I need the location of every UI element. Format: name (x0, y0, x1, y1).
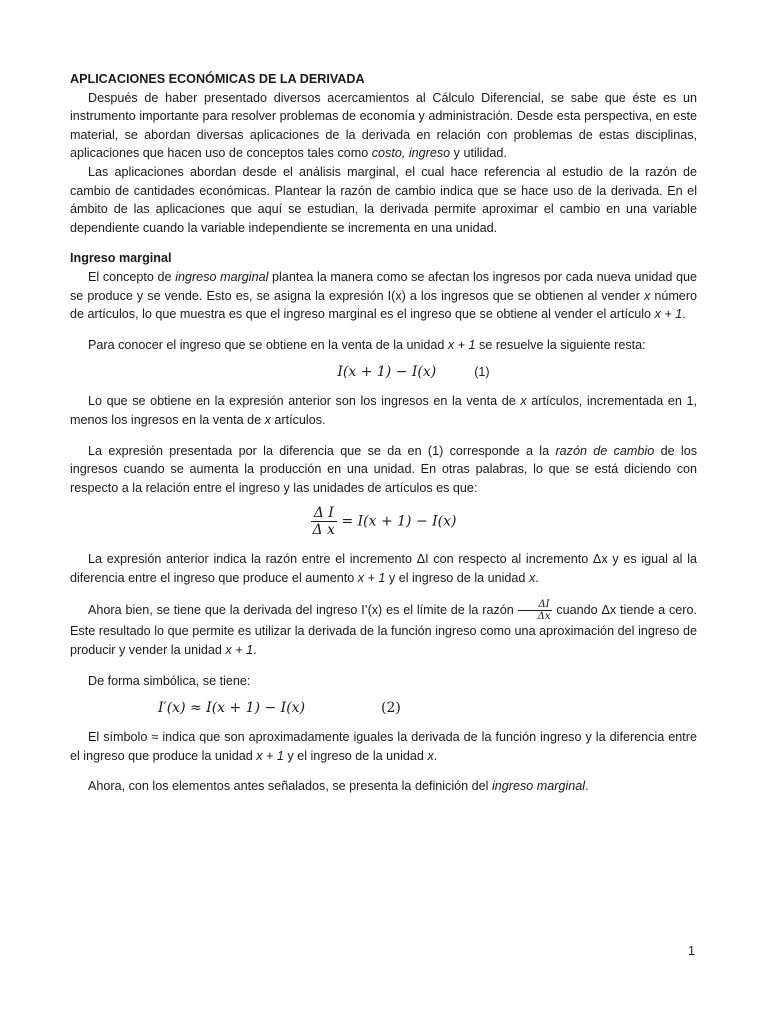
var: x (264, 412, 271, 427)
intro-text: Después de haber presentado diversos acercamientos al Cálculo Diferencial, se sabe que éste es un instrumento importante para resolver problemas de economía y administración. Desde esta perspectiva, en este material, se abordan diversas aplicaciones de la derivada en relación con problemas de estas disciplinas, aplicaciones que hacen uso de conceptos tales como (70, 90, 697, 161)
var: x + 1 (225, 643, 254, 658)
text: plantea la manera como se afectan los ingresos por cada nueva unidad que se produce y se vende. Esto es, se asigna la expresión I(x) a los ingresos que se obtienen al vender (70, 269, 698, 303)
section-paragraph-5 (70, 550, 697, 587)
fraction-numerator: ΔI (518, 599, 553, 611)
var: x + 1 (357, 570, 386, 585)
var: x + 1 (654, 307, 683, 322)
text: artículos. (274, 412, 326, 427)
text: número de artículos, lo que muestra es que el ingreso marginal es el ingreso que se obtiene al vender el artículo (70, 288, 698, 322)
equation-3 (70, 700, 697, 716)
text: cuando Δx tiende a cero. Este resultado lo que permite es utilizar la derivada de la función ingreso como una aproximación del ingreso de producir y vender la unidad (70, 603, 698, 658)
text: artículos, incrementada en 1, menos los ingresos en la venta de (70, 394, 698, 427)
text: La expresión anterior indica la razón entre el incremento ΔI con respecto al incremento Δx y es igual al la diferencia entre el ingreso que produce el aumento (70, 552, 697, 585)
var: x (528, 570, 536, 585)
section-paragraph-3 (70, 392, 697, 429)
section-paragraph-1 (70, 268, 697, 324)
text: . (253, 643, 257, 658)
document-title: APLICACIONES ECONÓMICAS DE LA DERIVADA (70, 72, 365, 86)
intro-terms: costo, ingreso (371, 146, 451, 161)
var: x (427, 748, 434, 763)
section-paragraph-9 (70, 777, 697, 796)
var: x (643, 288, 651, 303)
text: Ahora bien, se tiene que la derivada del ingreso I’(x) es el límite de la razón (88, 603, 514, 618)
text: de los ingresos cuando se aumenta la producción en una unidad. En otras palabras, lo que se está diciendo con respecto a la relación entre el ingreso y las unidades de artículos es que: (70, 443, 698, 495)
text: . (433, 748, 438, 763)
section-heading: Ingreso marginal (70, 251, 172, 266)
page-number: 1 (688, 944, 696, 958)
var: x + 1 (256, 748, 284, 763)
text: . (682, 307, 686, 322)
term: ingreso marginal (491, 779, 586, 794)
intro-paragraph-1 (70, 89, 697, 163)
text: El concepto de (88, 269, 172, 284)
var: x + 1 (447, 337, 476, 352)
equation-3-number: (2) (381, 700, 401, 717)
term: ingreso marginal (175, 269, 269, 284)
section-paragraph-7: De forma simbólica, se tiene: (88, 673, 251, 688)
text: . (535, 570, 539, 585)
section-paragraph-2 (70, 336, 697, 355)
equation-1 (70, 364, 697, 380)
equation-2-rhs: = I(x + 1) − I(x) (341, 513, 457, 530)
fraction-numerator: Δ I (311, 505, 337, 522)
section-paragraph-6 (70, 599, 697, 659)
fraction-denominator: Δ x (312, 522, 335, 539)
text: Lo que se obtiene en la expresión anterior son los ingresos en la venta de (88, 394, 516, 409)
text: . (585, 779, 589, 794)
var: x (520, 394, 527, 409)
text: se resuelve la siguiente resta: (479, 337, 646, 352)
equation-2-fraction (311, 505, 337, 538)
equation-2 (70, 505, 697, 538)
inline-fraction (518, 599, 553, 622)
text: Para conocer el ingreso que se obtiene en la venta de la unidad (88, 337, 445, 352)
intro-paragraph-2: Las aplicaciones abordan desde el análisis marginal, el cual hace referencia al estudio de la razón de cambio de cantidades económicas. Plantear la razón de cambio indica que se hace uso de la derivada. En el ámbito de las aplicaciones que aquí se estudian, la derivada permite aproximar el cambio en una variable dependiente cuando la variable independiente se incrementa en una unidad. (70, 164, 697, 235)
equation-1-expr: I(x + 1) − I(x) (337, 364, 437, 381)
intro-tail: y utilidad. (453, 146, 507, 161)
equation-3-expr: I′(x) ≈ I(x + 1) − I(x) (158, 700, 306, 717)
text: El símbolo ≈ indica que son aproximadamente iguales la derivada de la función ingreso y la diferencia entre el ingreso que produce la unidad (70, 730, 697, 763)
text: Ahora, con los elementos antes señalados, se presenta la definición del (88, 779, 489, 794)
text: La expresión presentada por la diferencia que se da en (1) corresponde a la (88, 443, 550, 458)
equation-1-number: (1) (474, 365, 490, 380)
text: y el ingreso de la unidad (388, 570, 526, 585)
text: y el ingreso de la unidad (287, 748, 424, 763)
section-paragraph-4 (70, 442, 697, 498)
document-page (70, 70, 697, 796)
section-paragraph-8 (70, 728, 697, 765)
fraction-denominator: Δx (537, 611, 551, 623)
term: razón de cambio (555, 443, 655, 458)
